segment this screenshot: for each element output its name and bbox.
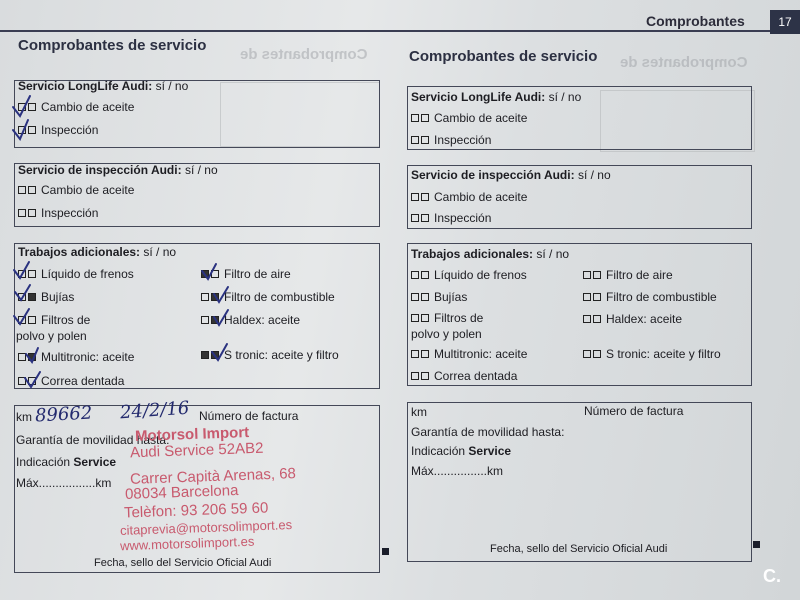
right-longlife-inspection-row: Inspección [411, 133, 491, 147]
left-additional-title: Trabajos adicionales: sí / no [18, 245, 177, 259]
right-max-km-label: Máx................km [411, 464, 504, 478]
stamp-line: Carrer Capità Arenas, 68 [129, 465, 297, 488]
checkbox[interactable] [593, 293, 601, 301]
left-longlife-title: Servicio LongLife Audi: sí / no [18, 79, 189, 93]
checkbox[interactable] [411, 293, 419, 301]
pen-tick [13, 96, 30, 116]
checkbox[interactable] [421, 350, 429, 358]
left-pollen-filter-row-cont: polvo y polen [16, 329, 87, 343]
right-fuel-filter-row: Filtro de combustible [583, 290, 717, 304]
handwritten-km: 89662 [34, 402, 93, 427]
left-longlife-inspection-row: Inspección [18, 123, 98, 137]
right-inspection-oil-row: Cambio de aceite [411, 190, 527, 204]
pen-tick [214, 310, 228, 325]
left-stronic-row: S tronic: aceite y filtro [201, 348, 339, 362]
left-indication-label: Indicación Service [16, 455, 117, 469]
left-fuel-filter-row: Filtro de combustible [201, 290, 335, 304]
left-footer-caption: Fecha, sello del Servicio Oficial Audi [94, 557, 272, 569]
right-inspection-title: Servicio de inspección Audi: sí / no [411, 168, 611, 182]
left-km-label: km [16, 410, 32, 424]
right-longlife-oil-row: Cambio de aceite [411, 111, 527, 125]
left-spark-plugs-row: Bujías [18, 290, 74, 304]
left-timing-belt-row: Correa dentada [18, 374, 124, 388]
left-longlife-oil-row: Cambio de aceite [18, 100, 134, 114]
page-number: 17 [770, 10, 800, 34]
checkbox[interactable] [411, 350, 419, 358]
checkbox[interactable] [421, 114, 429, 122]
left-multitronic-row: Multitronic: aceite [18, 350, 134, 364]
stamp-line: www.motorsolimport.es [119, 533, 255, 554]
pen-tick [214, 287, 228, 302]
right-stronic-row: S tronic: aceite y filtro [583, 347, 721, 361]
bleed-through-text: Comprobantes de [240, 46, 368, 63]
left-haldex-row: Haldex: aceite [201, 313, 300, 327]
right-longlife-title: Servicio LongLife Audi: sí / no [411, 90, 582, 104]
right-pollen-filter-row: Filtros de [411, 311, 483, 325]
pen-tick [13, 120, 28, 139]
checkbox[interactable] [583, 315, 591, 323]
checkbox[interactable] [411, 372, 419, 380]
checkbox[interactable] [421, 136, 429, 144]
checkbox[interactable] [411, 271, 419, 279]
checkbox[interactable] [593, 271, 601, 279]
pen-tick [15, 285, 30, 300]
pen-tick [202, 264, 216, 279]
right-inspection-inspection-row: Inspección [411, 211, 491, 225]
watermark-logo: C. [763, 566, 781, 586]
left-invoice-number-label: Número de factura [199, 409, 299, 423]
stamp-line: citaprevia@motorsolimport.es [119, 517, 293, 538]
checkbox[interactable] [583, 271, 591, 279]
pen-tick [26, 348, 38, 362]
stamp-line: Audi Service 52AB2 [129, 439, 264, 462]
right-spark-plugs-row: Bujías [411, 290, 467, 304]
left-max-km-label: Máx.................km [16, 476, 112, 490]
pen-tick [14, 309, 29, 324]
left-air-filter-row: Filtro de aire [201, 267, 291, 281]
checkbox[interactable] [593, 315, 601, 323]
checkbox[interactable] [421, 193, 429, 201]
left-inspection-title: Servicio de inspección Audi: sí / no [18, 163, 218, 177]
stamp-line: Telèfon: 93 206 59 60 [123, 499, 269, 522]
right-mobility-label: Garantía de movilidad hasta: [411, 425, 565, 439]
stamp-line: Motorsol Import [134, 424, 250, 445]
right-section-title: Comprobantes de servicio [409, 48, 598, 65]
left-brake-fluid-row: Líquido de frenos [18, 267, 134, 281]
right-km-label: km [411, 405, 427, 419]
checkbox[interactable] [421, 271, 429, 279]
pen-tick [14, 262, 29, 278]
right-air-filter-row: Filtro de aire [583, 268, 673, 282]
pen-tick [25, 372, 40, 387]
checkbox[interactable] [583, 350, 591, 358]
pen-tick [212, 344, 227, 360]
checkbox[interactable] [421, 314, 429, 322]
end-marker [753, 541, 760, 548]
checkbox[interactable] [411, 314, 419, 322]
right-brake-fluid-row: Líquido de frenos [411, 268, 527, 282]
checkbox[interactable] [411, 136, 419, 144]
checkbox[interactable] [411, 193, 419, 201]
right-invoice-number-label: Número de factura [584, 404, 684, 418]
left-mobility-label: Garantía de movilidad hasta: [16, 433, 170, 447]
right-indication-label: Indicación Service [411, 444, 512, 458]
bleed-through-text: Comprobantes de [620, 54, 748, 71]
end-marker [382, 548, 389, 555]
checkbox[interactable] [421, 214, 429, 222]
left-inspection-inspection-row: Inspección [18, 206, 98, 220]
checkbox[interactable] [411, 114, 419, 122]
checkbox[interactable] [593, 350, 601, 358]
left-section-title: Comprobantes de servicio [18, 37, 207, 54]
left-inspection-oil-row: Cambio de aceite [18, 183, 134, 197]
left-pollen-filter-row: Filtros de [18, 313, 90, 327]
right-additional-title: Trabajos adicionales: sí / no [411, 247, 570, 261]
right-haldex-row: Haldex: aceite [583, 312, 682, 326]
right-multitronic-row: Multitronic: aceite [411, 347, 527, 361]
checkbox[interactable] [421, 293, 429, 301]
handwritten-date: 24/2/16 [119, 397, 191, 424]
checkbox[interactable] [411, 214, 419, 222]
right-pollen-filter-row-cont: polvo y polen [411, 327, 482, 341]
right-footer-caption: Fecha, sello del Servicio Oficial Audi [490, 543, 668, 555]
right-timing-belt-row: Correa dentada [411, 369, 517, 383]
header-title: Comprobantes [646, 13, 745, 29]
stamp-line: 08034 Barcelona [124, 482, 239, 503]
checkbox[interactable] [583, 293, 591, 301]
checkbox[interactable] [421, 372, 429, 380]
